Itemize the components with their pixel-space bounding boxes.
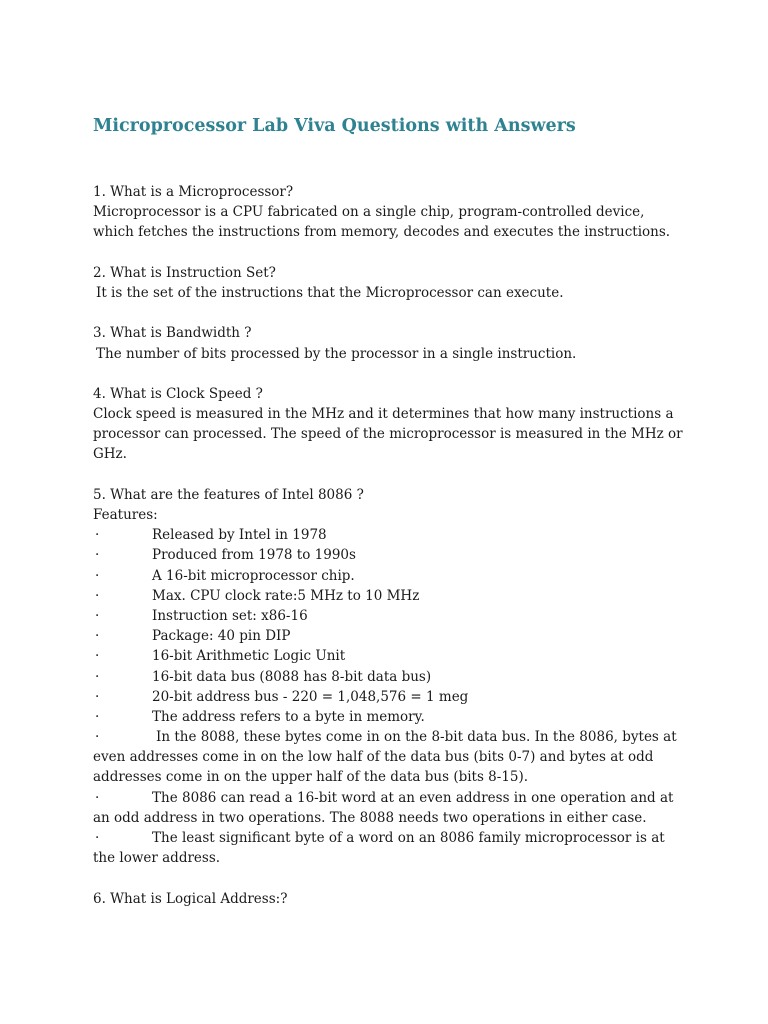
bullet-icon: · xyxy=(95,527,100,544)
question-4: 4. What is Clock Speed ? xyxy=(93,385,263,402)
list-item xyxy=(93,646,693,666)
question-1: 1. What is a Microprocessor? xyxy=(93,184,294,200)
bullet-text: Package: 40 pin DIP xyxy=(152,628,291,645)
bullet-icon: · xyxy=(95,830,100,846)
bullet-text: 16-bit data bus (8088 has 8-bit data bus) xyxy=(152,668,432,685)
bullet-icon: · xyxy=(95,567,100,584)
bullet-text: Max. CPU clock rate:5 MHz to 10 MHz xyxy=(152,587,420,604)
bullet-icon: · xyxy=(95,607,100,624)
bullet-text: The least significant byte of a word on an 8086 family microprocessor is at xyxy=(152,830,665,846)
list-item xyxy=(93,828,693,848)
answer-4-line-3: GHz. xyxy=(93,446,127,463)
answer-3: The number of bits processed by the processor in a single instruction. xyxy=(96,345,577,362)
bullet-text: A 16-bit microprocessor chip. xyxy=(152,567,355,584)
list-item xyxy=(93,788,693,808)
bullet-icon: · xyxy=(95,668,100,685)
list-item xyxy=(93,606,693,626)
document-title: Microprocessor Lab Viva Questions with Answers xyxy=(93,116,576,136)
bullet-icon: · xyxy=(95,628,100,645)
bullet-text: The 8086 can read a 16-bit word at an even address in one operation and at xyxy=(152,789,674,806)
bullet-continuation: even addresses come in on the low half of the data bus (bits 0-7) and bytes at odd xyxy=(93,749,654,766)
list-item xyxy=(93,667,693,687)
list-item xyxy=(93,687,693,707)
bullet-icon: · xyxy=(95,547,100,564)
features-label: Features: xyxy=(93,507,158,523)
bullet-text: In the 8088, these bytes come in on the 8-bit data bus. In the 8086, bytes at xyxy=(156,729,677,746)
list-item xyxy=(93,545,693,565)
bullet-continuation: the lower address. xyxy=(93,850,221,867)
bullet-continuation: addresses come in on the upper half of the data bus (bits 8-15). xyxy=(93,769,529,786)
list-item xyxy=(93,525,693,545)
answer-2: It is the set of the instructions that the Microprocessor can execute. xyxy=(96,284,564,301)
question-5: 5. What are the features of Intel 8086 ? xyxy=(93,486,364,503)
answer-1-line-2: which fetches the instructions from memory, decodes and executes the instructions. xyxy=(93,224,671,241)
bullet-icon: · xyxy=(95,688,100,705)
bullet-text: Released by Intel in 1978 xyxy=(152,527,327,544)
bullet-text: Instruction set: x86-16 xyxy=(152,607,308,624)
answer-4-line-2: processor can processed. The speed of the microprocessor is measured in the MHz or xyxy=(93,426,683,443)
document-body xyxy=(93,182,693,909)
list-item xyxy=(93,586,693,606)
list-item xyxy=(93,566,693,586)
bullet-icon: · xyxy=(95,648,100,665)
bullet-text: 20-bit address bus - 220 = 1,048,576 = 1 meg xyxy=(152,688,469,705)
question-6: 6. What is Logical Address:? xyxy=(93,890,288,907)
list-item xyxy=(93,727,693,747)
bullet-icon: · xyxy=(95,708,100,725)
question-2: 2. What is Instruction Set? xyxy=(93,264,276,281)
bullet-text: 16-bit Arithmetic Logic Unit xyxy=(152,648,346,665)
list-item xyxy=(93,626,693,646)
bullet-text: The address refers to a byte in memory. xyxy=(152,708,425,725)
bullet-continuation: an odd address in two operations. The 8088 needs two operations in either case. xyxy=(93,809,647,826)
list-item xyxy=(93,707,693,727)
answer-4-line-1: Clock speed is measured in the MHz and it determines that how many instructions a xyxy=(93,406,674,423)
answer-1-line-1: Microprocessor is a CPU fabricated on a single chip, program-controlled device, xyxy=(93,204,645,221)
bullet-icon: · xyxy=(95,587,100,604)
bullet-text: Produced from 1978 to 1990s xyxy=(152,547,356,564)
bullet-icon: · xyxy=(95,729,100,746)
question-3: 3. What is Bandwidth ? xyxy=(93,325,252,342)
bullet-icon: · xyxy=(95,789,100,806)
